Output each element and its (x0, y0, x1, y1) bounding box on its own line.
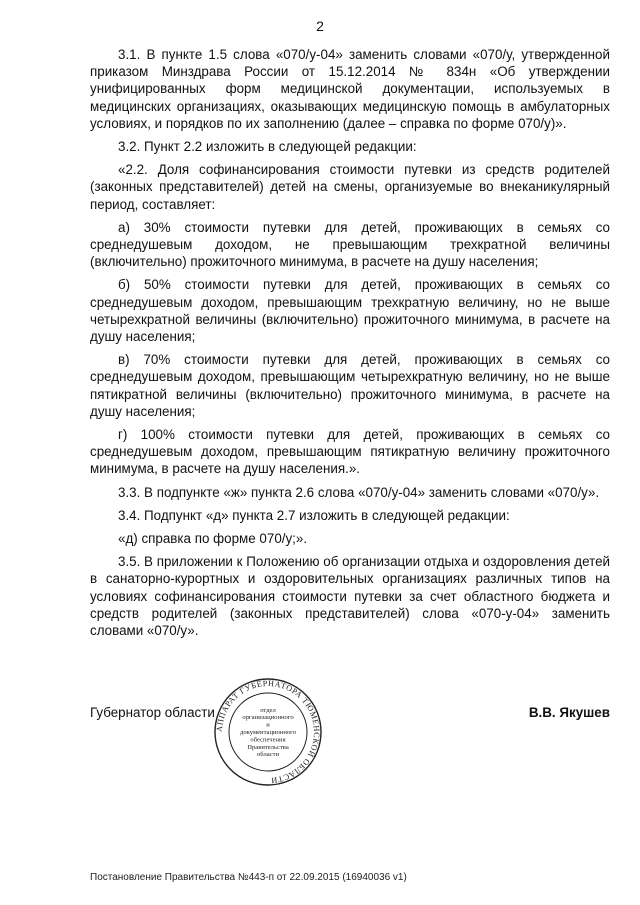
stamp-inner-line: Правительства (247, 743, 289, 751)
paragraph-3-3: 3.3. В подпункте «ж» пункта 2.6 слова «070/у-04» заменить словами «070/у». (118, 484, 600, 500)
paragraph-item-b: б) 50% стоимости путевки для детей, проживающих в семьях со среднедушевым доходом, превышающим трехкратную величину, но не выше четырехкратной величины (включительно) прожиточного минимума, в расчете на душу населения; (90, 277, 610, 345)
signatory-name: В.В. Якушев (528, 705, 610, 720)
stamp-inner-line: и (266, 721, 270, 729)
stamp-inner-line: документационного (239, 729, 297, 736)
signature-block (90, 699, 610, 723)
paragraph-3-1: 3.1. В пункте 1.5 слова «070/у-04» заменить словами «070/у, утвержденной приказом Минздрава России от 15.12.2014 № 834н «Об утверждении унифицированных форм медицинской документации, используемых в медицинских организациях, оказывающих медицинскую помощь в амбулаторных условиях, и порядков по их заполнению (далее – справка по форме 070/у)». (90, 47, 610, 131)
paragraph-3-2: 3.2. Пункт 2.2 изложить в следующей редакции: (118, 139, 417, 155)
official-stamp (212, 676, 324, 788)
paragraph-2-2: «2.2. Доля софинансирования стоимости путевки из средств родителей (законных представителей) детей на смены, организуемые во внеканикулярный период, составляет: (90, 162, 610, 212)
paragraph-item-g: г) 100% стоимости путевки для детей, проживающих в семьях со среднедушевым доходом, превышающим пятикратную величину прожиточного минимума, в расчете на душу населения.». (90, 427, 610, 477)
document-footer: Постановление Правительства №443-п от 22.09.2015 (16940036 v1) (90, 872, 407, 883)
stamp-inner-line: организационного (242, 714, 294, 722)
signatory-title: Губернатор области (90, 705, 215, 720)
paragraph-item-d: «д) справка по форме 070/у;». (118, 531, 308, 547)
paragraph-3-5: 3.5. В приложении к Положению об организации отдыха и оздоровления детей в санаторно-курортных и оздоровительных организациях различных типов на условиях софинансирования стоимости путевки за счет областного бюджета и средств родителей (законных представителей) слова «070-у-04» заменить словами «070/у». (90, 554, 610, 639)
paragraph-item-v: в) 70% стоимости путевки для детей, проживающих в семьях со среднедушевым доходом, превышающим четырехкратную величину, но не выше пятикратной величины (включительно) прожиточного минимума, в расчете на душу населения; (90, 352, 610, 419)
svg-text:АППАРАТ ГУБЕРНАТОРА ТЮМЕНСКОЙ: АППАРАТ ГУБЕРНАТОРА ТЮМЕНСКОЙ ОБЛАСТИ (214, 678, 322, 786)
paragraph-3-4: 3.4. Подпункт «д» пункта 2.7 изложить в следующей редакции: (118, 507, 510, 523)
page-number: 2 (316, 18, 324, 34)
stamp-inner-line: отдел (260, 706, 276, 714)
paragraph-item-a: а) 30% стоимости путевки для детей, проживающих в семьях со среднедушевым доходом, не превышающим трехкратной величины (включительно) прожиточного минимума, в расчете на душу населения; (90, 219, 610, 270)
stamp-inner-line: обеспечения (250, 736, 286, 744)
stamp-inner-line: области (256, 751, 280, 759)
document-body (90, 46, 610, 645)
